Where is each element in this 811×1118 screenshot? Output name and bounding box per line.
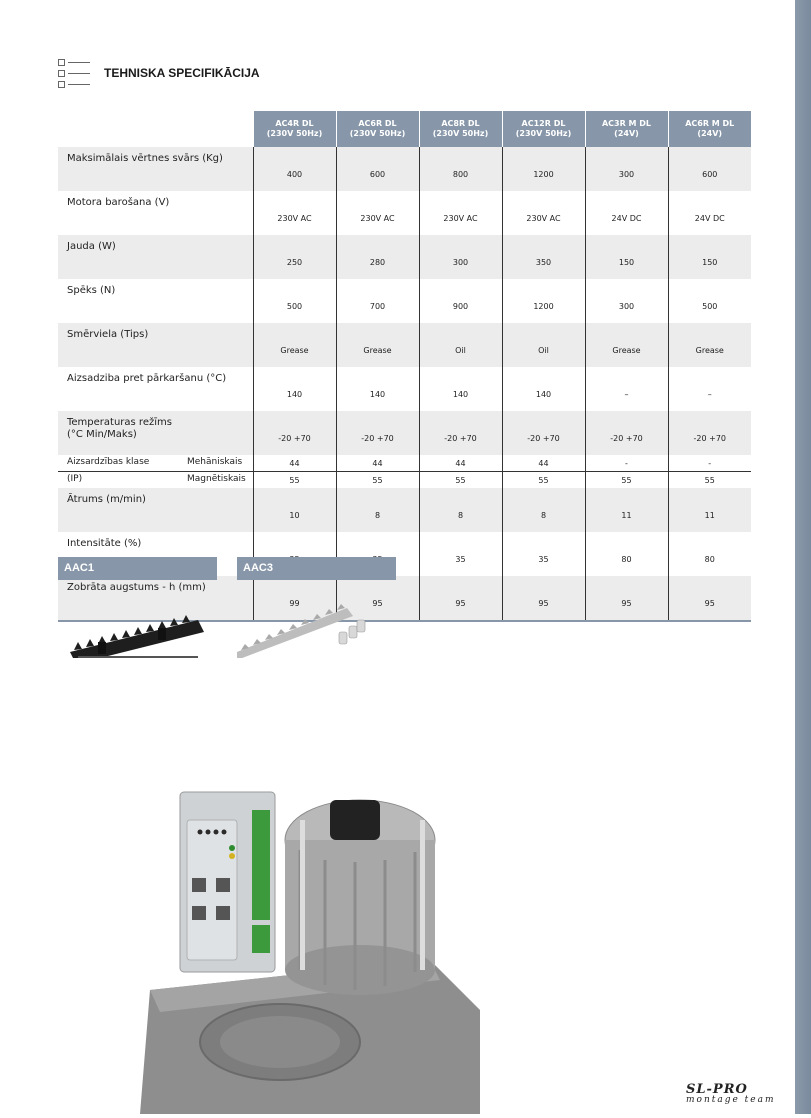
cell: 140 (336, 367, 419, 411)
cell: 44 (336, 455, 419, 472)
gear-rack-black-image (58, 580, 217, 658)
cell: 55 (668, 472, 751, 489)
cell: 24V DC (668, 191, 751, 235)
page-title: TEHNISKA SPECIFIKĀCIJA (104, 66, 260, 80)
cell: 55 (585, 472, 668, 489)
cell: – (668, 367, 751, 411)
cell: Oil (502, 323, 585, 367)
cell: 24V DC (585, 191, 668, 235)
cell: 1200 (502, 279, 585, 323)
row-label: Aizsardzības klase Mehāniskais (58, 455, 253, 472)
model-header: AC8R DL (230V 50Hz) (419, 111, 502, 147)
brand-tagline: montage team (686, 1095, 776, 1105)
cell: 99 (253, 576, 336, 621)
brand-name: SL-PRO (686, 1082, 748, 1097)
cell: 35 (502, 532, 585, 576)
cell: 600 (668, 147, 751, 191)
table-row (58, 235, 751, 279)
cell: -20 +70 (502, 411, 585, 455)
cell: Oil (419, 323, 502, 367)
table-row (58, 411, 751, 455)
cell: -20 +70 (668, 411, 751, 455)
cell: 300 (419, 235, 502, 279)
cell: -20 +70 (253, 411, 336, 455)
header-blank (58, 111, 253, 147)
table-row-mechanical (58, 455, 751, 472)
brand-logo (686, 1082, 786, 1105)
cell: 44 (253, 455, 336, 472)
table-row (58, 147, 751, 191)
cell: 230V AC (419, 191, 502, 235)
table-row (58, 488, 751, 532)
model-header: AC3R M DL (24V) (585, 111, 668, 147)
cell: 55 (419, 472, 502, 489)
table-header-row (58, 111, 751, 147)
row-label: Aizsadziba pret pārkaršanu (°C) (67, 373, 227, 384)
cell: Grease (336, 323, 419, 367)
cell: 280 (336, 235, 419, 279)
cell: 95 (336, 576, 419, 621)
row-label: Motora barošana (V) (67, 197, 170, 208)
cell: 500 (668, 279, 751, 323)
row-label: Spēks (N) (67, 285, 116, 296)
table-row (58, 367, 751, 411)
cell: 11 (668, 488, 751, 532)
side-accent-bar (795, 0, 811, 1114)
cell: 44 (419, 455, 502, 472)
table-row-magnetic (58, 472, 751, 489)
cell: -20 +70 (585, 411, 668, 455)
row-label: (IP) Magnētiskais (67, 474, 246, 484)
cell: 80 (668, 532, 751, 576)
cell: - (585, 455, 668, 472)
checklist-icon (58, 59, 92, 89)
row-label: Intensitāte (%) (67, 538, 142, 549)
cell: 1200 (502, 147, 585, 191)
cell: 8 (419, 488, 502, 532)
cell: 230V AC (336, 191, 419, 235)
cell: -20 +70 (336, 411, 419, 455)
cell: 700 (336, 279, 419, 323)
cell: 350 (502, 235, 585, 279)
cell: -20 +70 (419, 411, 502, 455)
cell: 11 (585, 488, 668, 532)
cell: 140 (253, 367, 336, 411)
cell: 55 (502, 472, 585, 489)
cell: 8 (502, 488, 585, 532)
table-row (58, 191, 751, 235)
model-header: AC4R DL (230V 50Hz) (253, 111, 336, 147)
cell: 500 (253, 279, 336, 323)
cell: Grease (585, 323, 668, 367)
table-row (58, 279, 751, 323)
cell: 300 (585, 147, 668, 191)
cell: 800 (419, 147, 502, 191)
accessory-aac1 (58, 557, 217, 658)
cell: 80 (585, 532, 668, 576)
cell: 10 (253, 488, 336, 532)
cell: 150 (668, 235, 751, 279)
cell: 150 (585, 235, 668, 279)
accessory-label: AAC3 (237, 557, 396, 580)
cell: 140 (419, 367, 502, 411)
cell: 35 (419, 532, 502, 576)
gate-motor-image (130, 780, 490, 1114)
model-header: AC6R DL (230V 50Hz) (336, 111, 419, 147)
cell: 55 (253, 472, 336, 489)
cell: 95 (668, 576, 751, 621)
cell: 95 (502, 576, 585, 621)
cell: 95 (419, 576, 502, 621)
model-header: AC6R M DL (24V) (668, 111, 751, 147)
row-label: Zobrāta augstums - h (mm) (58, 576, 253, 621)
cell: 55 (336, 472, 419, 489)
cell: 300 (585, 279, 668, 323)
cell: Grease (253, 323, 336, 367)
cell: - (668, 455, 751, 472)
model-header: AC12R DL (230V 50Hz) (502, 111, 585, 147)
row-label: Smērviela (Tips) (58, 323, 253, 367)
spec-table (58, 111, 751, 622)
cell: 900 (419, 279, 502, 323)
cell: 230V AC (502, 191, 585, 235)
gear-rack-steel-image (237, 580, 396, 658)
row-label: Ātrums (m/min) (58, 488, 253, 532)
accessory-aac3 (237, 557, 396, 658)
accessory-label: AAC1 (58, 557, 217, 580)
cell: 95 (585, 576, 668, 621)
cell: – (585, 367, 668, 411)
table-row (58, 323, 751, 367)
cell: 140 (502, 367, 585, 411)
cell: 230V AC (253, 191, 336, 235)
cell: Grease (668, 323, 751, 367)
cell: 8 (336, 488, 419, 532)
cell: 600 (336, 147, 419, 191)
row-label: Temperaturas režīms (°C Min/Maks) (58, 411, 253, 455)
cell: 44 (502, 455, 585, 472)
cell: 250 (253, 235, 336, 279)
row-label: Jauda (W) (58, 235, 253, 279)
cell: 400 (253, 147, 336, 191)
row-label: Maksimālais vērtnes svārs (Kg) (58, 147, 253, 191)
